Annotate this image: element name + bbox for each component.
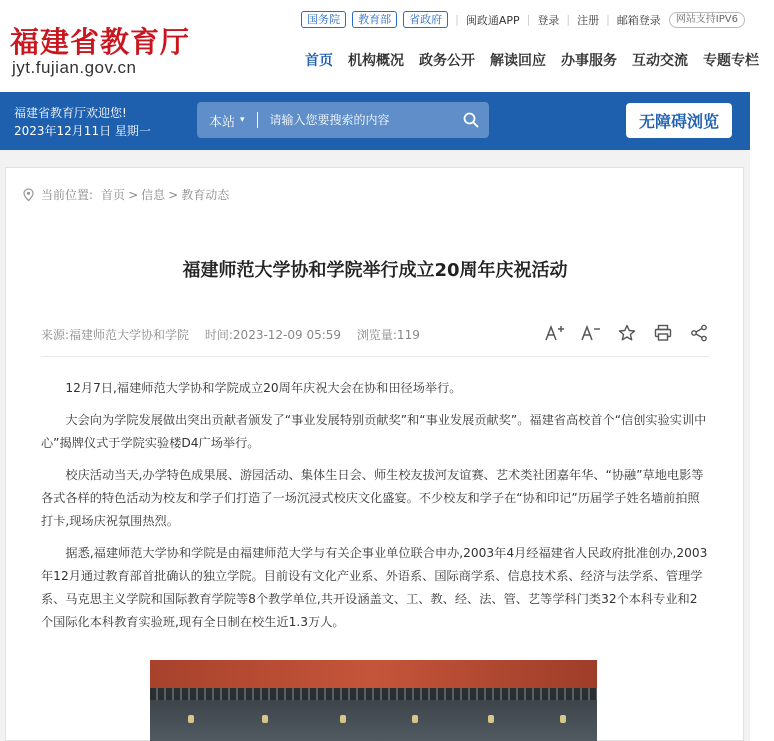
caret-down-icon: ▾ — [240, 115, 245, 125]
share-icon — [690, 324, 708, 342]
accessibility-button[interactable]: 无障碍浏览 — [626, 103, 732, 138]
photo-light — [560, 715, 566, 723]
top-link-separator: | — [606, 13, 610, 26]
gov-link-ministry-education[interactable]: 教育部 — [352, 11, 397, 28]
article-meta — [41, 326, 432, 343]
search-scope-label: 本站 — [209, 114, 236, 130]
article-photo — [150, 660, 597, 741]
breadcrumb-home[interactable]: 首页 — [101, 188, 126, 202]
printer-icon — [654, 324, 672, 342]
nav-interaction[interactable]: 互动交流 — [632, 53, 688, 69]
nav-government-affairs[interactable]: 政务公开 — [419, 53, 475, 69]
main-nav — [305, 50, 774, 70]
nav-topics[interactable]: 专题专栏 — [703, 53, 759, 69]
breadcrumb-separator: > — [128, 187, 139, 202]
nav-services[interactable]: 办事服务 — [561, 53, 617, 69]
font-increase-icon — [545, 324, 565, 342]
article-source: 来源:福建师范大学协和学院 — [41, 328, 190, 342]
favorite-button[interactable] — [616, 322, 638, 344]
login-link[interactable]: 登录 — [537, 13, 560, 27]
article-tools — [544, 322, 710, 344]
top-link-separator: | — [566, 13, 571, 26]
article-paragraph: 据悉,福建师范大学协和学院是由福建师范大学与有关企事业单位联合申办,2003年4月经福建省人民政府批准创办,2003年12月通过教育部首批确认的独立学院。目前设有文化产业系、外语系、国际商学系、信息技术系、经济与法学系、管理学系、马克思主义学院和国际教育学院等8个教学单位,共开设涵盖文、工、教、经、法、管、艺等学科门类32个本科专业和2个国际化本科教育实验班,现有全日制在校生近1.3万人。 — [41, 546, 708, 629]
share-button[interactable] — [688, 322, 710, 344]
article-paragraph: 大会向为学院发展做出突出贡献者颁发了“事业发展特别贡献奖”和“事业发展贡献奖”。福建省高校首个“信创实验实训中心”揭牌仪式于学院实验楼D4广场举行。 — [41, 413, 707, 450]
welcome-text: 福建省教育厅欢迎您! — [14, 106, 127, 120]
breadcrumb-separator: > — [168, 187, 179, 202]
article-views: 浏览量:119 — [356, 328, 420, 342]
ipv6-badge: 网站支持IPV6 — [669, 12, 745, 28]
breadcrumb — [22, 186, 229, 203]
location-icon — [22, 188, 35, 202]
photo-light — [188, 715, 194, 723]
search-button[interactable] — [453, 102, 489, 138]
search-divider — [257, 112, 258, 128]
breadcrumb-education-news[interactable]: 教育动态 — [181, 188, 230, 202]
meta-divider — [41, 356, 709, 357]
photo-light — [262, 715, 268, 723]
top-links — [295, 11, 745, 28]
photo-light — [488, 715, 494, 723]
article-paragraph: 校庆活动当天,办学特色成果展、游园活动、集体生日会、师生校友拔河友谊赛、艺术类社团嘉年华、“协融”草地电影等各式各样的特色活动为校友和学子们打造了一场沉浸式校庆文化盛宴。不少校友和学子在“协和印记”历届学子姓名墙前拍照打卡,现场庆祝氛围热烈。 — [41, 468, 704, 528]
print-button[interactable] — [652, 322, 674, 344]
app-link[interactable]: 闽政通APP — [465, 13, 520, 27]
site-logo-title[interactable]: 福建省教育厅 — [10, 25, 191, 59]
mail-login-link[interactable]: 邮箱登录 — [616, 13, 661, 27]
star-icon — [618, 324, 636, 342]
breadcrumb-info[interactable]: 信息 — [141, 188, 166, 202]
welcome-block — [14, 104, 151, 140]
search-icon — [463, 112, 479, 128]
article-time: 时间:2023-12-09 05:59 — [204, 328, 342, 342]
photo-roof-band — [150, 660, 597, 688]
search-scope-select[interactable] — [197, 111, 245, 130]
nav-organization[interactable]: 机构概况 — [348, 53, 404, 69]
gov-link-province[interactable]: 省政府 — [403, 11, 448, 28]
font-increase-button[interactable] — [544, 322, 566, 344]
top-link-separator: | — [455, 13, 459, 26]
article-title: 福建师范大学协和学院举行成立20周年庆祝活动 — [182, 260, 568, 281]
font-decrease-button[interactable] — [580, 322, 602, 344]
register-link[interactable]: 注册 — [577, 13, 600, 27]
photo-light — [412, 715, 418, 723]
search-input[interactable] — [270, 113, 453, 127]
nav-interpretation[interactable]: 解读回应 — [490, 53, 546, 69]
photo-light — [340, 715, 346, 723]
search-box — [197, 102, 489, 138]
top-link-separator: | — [526, 13, 531, 26]
site-logo-url[interactable]: jyt.fujian.gov.cn — [12, 58, 137, 77]
photo-truss — [150, 688, 597, 700]
site-header — [0, 0, 759, 92]
gov-link-state-council[interactable]: 国务院 — [301, 11, 346, 28]
article-body — [41, 377, 709, 643]
font-decrease-icon — [581, 324, 601, 342]
current-date: 2023年12月11日 星期一 — [14, 124, 151, 138]
breadcrumb-label: 当前位置: — [41, 188, 94, 202]
article-paragraph: 12月7日,福建师范大学协和学院成立20周年庆祝大会在协和田径场举行。 — [65, 381, 462, 395]
nav-home[interactable]: 首页 — [305, 53, 333, 69]
welcome-search-bar — [0, 92, 750, 150]
